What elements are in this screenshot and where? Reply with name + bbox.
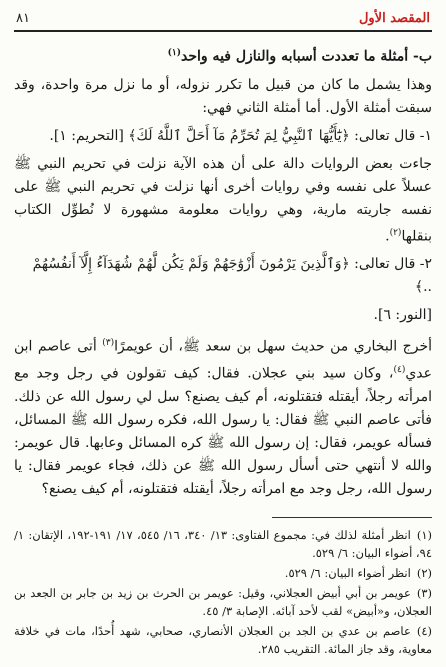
example-1-paragraph: جاءت بعض الروايات دالة على أن هذه الآية نزلت في تحريم النبي ﷺ عسلاً على نفسه وفي روايات أخرى أنها نزلت في تحريم النبي ﷺ على نفسه جاريته مارية، وهي روايات معلومة مشهورة لا نُطوِّل الكتاب بنقلها$^{(٢)}$. (14, 155, 432, 245)
section-heading-text: ب- أمثلة ما تعددت أسبابه والنازل فيه واحد (181, 48, 432, 65)
footnote-text: عاصم بن عدي بن الجد بن العجلان الأنصاري، صحابي، شهد أُحدًا، مات في خلافة معاوية، وقد جاز المائة. التقريب ٢٨٥. (14, 623, 432, 656)
example-1-ayah: يَٰٓأَيُّهَا ٱلنَّبِيُّ لِمَ تُحَرِّمُ مَآ أَحَلَّ ٱللَّهُ لَكَ (136, 127, 342, 144)
footnote-ref-4: (٤) (393, 364, 406, 375)
footnote-number: (٤) (416, 623, 432, 638)
footnotes (14, 526, 432, 658)
footnote-text: انظر أضواء البيان: ٦/ ٥٢٩. (284, 565, 411, 580)
intro-paragraph: وهذا يشمل ما كان من قبيل ما تكرر نزوله، أو ما نزل مرة واحدة، وقد سبقت أمثلة الأول. أما أمثلة الثاني فهي: (14, 76, 432, 116)
section-heading (14, 42, 432, 69)
footnote-number: (٢) (416, 565, 432, 580)
footnote-ref-2: (٢) (389, 227, 402, 238)
example-2-text-a: أخرج البخاري من حديث سهل بن سعد ﷺ، أن عويمرًا (114, 338, 432, 355)
example-1-suffix: ﴾ [التحريم: ١]. (49, 127, 137, 144)
example-2-reference: [النور: ٦]. (373, 307, 432, 324)
footnote-item (14, 622, 432, 658)
example-2-text-c: ، وكان سيد بني عجلان. فقال: كيف تقولون في رجل وجد مع امرأته رجلاً، أيقتله فتقتلونه، أم كيف يصنع؟ سل لي رسول الله عن ذلك. فأتى عاصم النبي ﷺ فقال: يا رسول الله، فكره رسول الله ﷺ المسائل، فسأله عويمر، فقال: إن رسول الله ﷺ كره المسائل وعابها. قال عويمر: والله لا أنتهي حتى أسأل رسول الله ﷺ عن ذلك، فجاء عويمر فقال: يا رسول الله، رجل وجد مع امرأته رجلاً، أيقتله فتقتلونه، أم كيف يصنع؟ (14, 365, 432, 497)
footnote-number: (١) (416, 527, 432, 542)
footnote-number: (٣) (416, 585, 432, 600)
footnote-item (14, 584, 432, 620)
chapter-title: المقصد الأول (358, 11, 430, 26)
footnote-text: عويمر بن أبي أبيض العجلاني، وقيل: عويمر بن الحرث بن زيد بن جابر بن الجعد بن العجلان، و«أبيض» لقب لأحد آبائه. الإصابة ٣/ ٤٥. (14, 585, 432, 618)
footnote-item (14, 526, 432, 562)
example-2-ayah: وَٱلَّذِينَ يَرْمُونَ أَزْوَٰجَهُمْ وَلَمْ يَكُن لَّهُمْ شُهَدَآءُ إِلَّآ أَنفُسُهُمْ .. (32, 256, 432, 296)
example-1-text: جاءت بعض الروايات دالة على أن هذه الآية نزلت في تحريم النبي ﷺ عسلاً على نفسه وفي روايات أخرى أنها نزلت في تحريم النبي ﷺ على نفسه جاريته مارية، وهي روايات معلومة مشهورة لا نُطوِّل الكتاب بنقلها (14, 155, 432, 245)
main-text (14, 42, 432, 501)
footnote-ref-1: (١) (167, 48, 182, 58)
example-1-verse (14, 125, 432, 148)
example-2-paragraph (14, 332, 432, 500)
example-1-prefix: ١- قال تعالى: ﴿ (341, 127, 432, 144)
footnote-ref-3: (٣) (102, 338, 115, 349)
page-header (14, 8, 432, 32)
example-2-verse (14, 253, 432, 299)
page-number: ٨١ (16, 11, 30, 26)
footnote-divider (272, 517, 432, 518)
footnote-text: انظر أمثلة لذلك في: مجموع الفتاوى: ١٣/ ٣٤٠، ١٦/ ٥٤٥، ١٧/ ١٩١-١٩٢، الإتقان: ١/ ٩٤، أضواء البيان: ٦/ ٥٢٩. (14, 527, 432, 560)
footnote-item (14, 564, 432, 582)
example-2-prefix: ٢- قال تعالى: ﴿ (341, 256, 432, 273)
example-2-suffix: ﴾ (414, 279, 424, 296)
example-2-text-b: أتى عاصم ابن عدي (14, 338, 432, 382)
